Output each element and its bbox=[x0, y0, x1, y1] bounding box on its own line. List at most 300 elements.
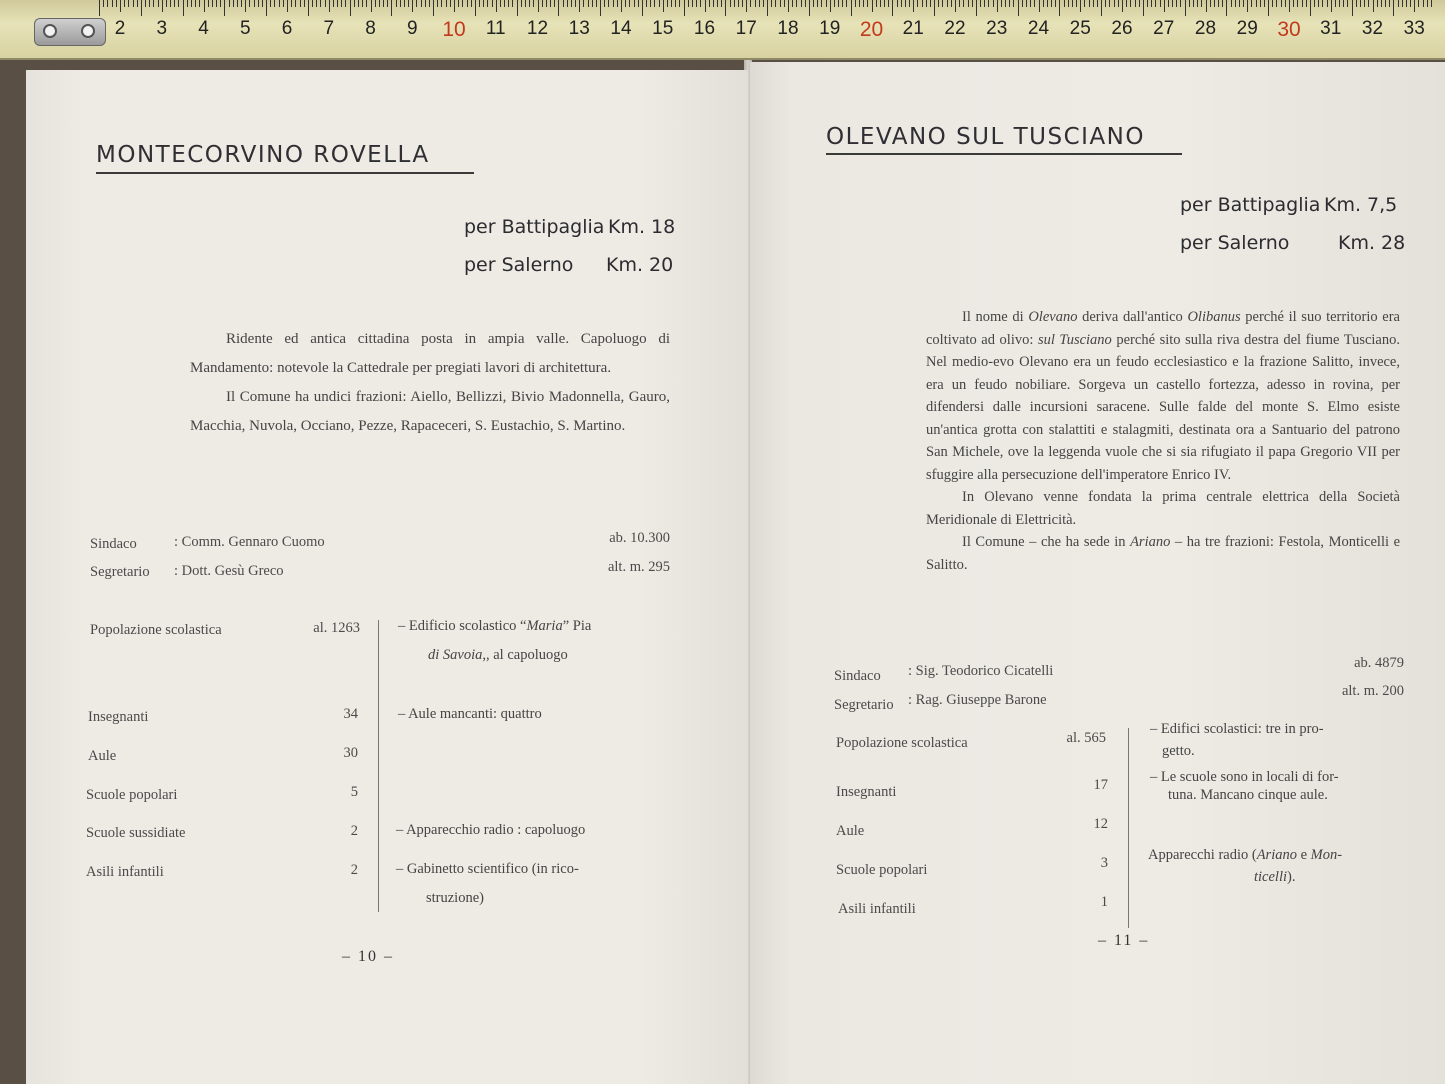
ruler-tick bbox=[1130, 0, 1131, 7]
ruler-number: 2 bbox=[114, 18, 126, 39]
ruler-tick bbox=[1147, 0, 1148, 7]
right-school-population-value: al. 565 bbox=[1066, 730, 1106, 746]
ruler-tick bbox=[959, 0, 960, 7]
ruler-tick bbox=[283, 0, 284, 7]
ruler-tick bbox=[696, 0, 697, 7]
ruler-tick bbox=[1135, 0, 1136, 7]
left-stat-label-asili: Asili infantili bbox=[86, 864, 164, 880]
ruler-tick bbox=[538, 0, 539, 12]
ruler-number: 29 bbox=[1236, 18, 1258, 39]
ruler-tick bbox=[968, 0, 969, 7]
ruler-tick bbox=[1043, 0, 1044, 7]
ruler-tick bbox=[124, 0, 125, 7]
ruler-tick bbox=[1210, 0, 1211, 7]
ruler-tick bbox=[1039, 0, 1040, 12]
ruler-tick bbox=[245, 0, 246, 12]
edificio-name-italic: Maria bbox=[526, 618, 563, 634]
ruler-tick bbox=[1193, 0, 1194, 7]
right-abitanti: ab. 4879 bbox=[1354, 655, 1404, 671]
ruler-tick bbox=[654, 0, 655, 7]
ruler-number: 13 bbox=[568, 18, 590, 39]
ruler-tick bbox=[1264, 0, 1265, 7]
edificio-prefix: – Edificio scolastico “ bbox=[398, 618, 527, 634]
ruler-tick bbox=[688, 0, 689, 7]
ruler-tick bbox=[287, 0, 288, 12]
right-column-divider bbox=[1128, 728, 1129, 928]
ruler-tick bbox=[479, 0, 480, 7]
ruler-tick bbox=[1356, 0, 1357, 7]
ruler-tick bbox=[876, 0, 877, 7]
ruler-number: 27 bbox=[1153, 18, 1175, 39]
ruler-tick bbox=[1352, 0, 1353, 16]
ruler-tick bbox=[141, 0, 142, 16]
ruler-tick bbox=[863, 0, 864, 7]
right-segretario-name: : Rag. Giuseppe Barone bbox=[908, 692, 1047, 708]
right-paragraph-2: In Olevano venne fondata la prima centrale elettrica della Società Meridionale di Elettricità. bbox=[926, 489, 1400, 528]
ruler-tick bbox=[1231, 0, 1232, 7]
ruler-tick bbox=[1331, 0, 1332, 12]
ruler-tick bbox=[337, 0, 338, 7]
left-segretario-name: : Dott. Gesù Greco bbox=[174, 563, 284, 579]
ruler-tick bbox=[730, 0, 731, 7]
ruler-tick bbox=[262, 0, 263, 7]
ruler-tick bbox=[1013, 0, 1014, 7]
left-note-edificio bbox=[398, 612, 670, 670]
ruler-tick bbox=[237, 0, 238, 7]
ruler-tick bbox=[725, 0, 726, 16]
ruler-tick bbox=[345, 0, 346, 7]
ruler-tick bbox=[821, 0, 822, 7]
ruler-tick bbox=[880, 0, 881, 7]
ruler-tick bbox=[1393, 0, 1394, 16]
ruler-tick bbox=[178, 0, 179, 7]
ruler-tick bbox=[1226, 0, 1227, 16]
ruler-tick bbox=[1068, 0, 1069, 7]
ruler-tick bbox=[212, 0, 213, 7]
ruler-tick bbox=[450, 0, 451, 7]
ruler-number: 23 bbox=[986, 18, 1008, 39]
ruler-tick bbox=[855, 0, 856, 7]
ruler-tick bbox=[997, 0, 998, 12]
ruler-tick bbox=[659, 0, 660, 7]
ruler-tick bbox=[846, 0, 847, 7]
ruler-tick bbox=[521, 0, 522, 7]
ruler-tick bbox=[713, 0, 714, 7]
ruler-tick bbox=[759, 0, 760, 7]
ruler-tick bbox=[529, 0, 530, 7]
right-stat-label-insegnanti: Insegnanti bbox=[836, 784, 897, 800]
ruler-tick bbox=[183, 0, 184, 16]
right-page bbox=[750, 62, 1445, 1084]
ruler-tick bbox=[947, 0, 948, 7]
ruler-tick bbox=[279, 0, 280, 7]
ruler-tick bbox=[988, 0, 989, 7]
edifici-line-2: getto. bbox=[1162, 743, 1195, 759]
ruler-tick bbox=[784, 0, 785, 7]
right-stat-value-asili: 1 bbox=[1100, 894, 1108, 910]
ruler-tick bbox=[1180, 0, 1181, 7]
ruler-tick bbox=[663, 0, 664, 12]
ruler-tick bbox=[220, 0, 221, 7]
ruler-tick bbox=[1001, 0, 1002, 7]
ruler-tick bbox=[1076, 0, 1077, 7]
right-segretario-label: Segretario bbox=[834, 697, 894, 713]
ruler-tick bbox=[1276, 0, 1277, 7]
ruler-tick bbox=[546, 0, 547, 7]
ruler-tick bbox=[917, 0, 918, 7]
ruler-tick bbox=[742, 0, 743, 7]
ruler-tick bbox=[408, 0, 409, 7]
ruler-tick bbox=[1034, 0, 1035, 7]
ruler-tick bbox=[608, 0, 609, 7]
ruler-tick bbox=[1272, 0, 1273, 7]
ruler-tick bbox=[717, 0, 718, 7]
ruler-tick bbox=[1423, 0, 1424, 7]
ruler-tick bbox=[596, 0, 597, 7]
ruler-tick bbox=[571, 0, 572, 7]
ruler-tick bbox=[838, 0, 839, 7]
ruler-tick bbox=[504, 0, 505, 7]
ruler-tick bbox=[1151, 0, 1152, 7]
ruler-tick bbox=[191, 0, 192, 7]
ruler-tick bbox=[1335, 0, 1336, 7]
ruler-number: 16 bbox=[693, 18, 716, 39]
edifici-line-1: – Edifici scolastici: tre in pro- bbox=[1150, 721, 1324, 737]
ruler-tick bbox=[813, 0, 814, 7]
ruler-number: 30 bbox=[1277, 18, 1301, 41]
ruler-tick bbox=[496, 0, 497, 12]
right-page-number: – 11 – bbox=[1098, 932, 1150, 949]
ruler-tick bbox=[1251, 0, 1252, 7]
ruler-tick bbox=[387, 0, 388, 7]
right-stat-label-aule: Aule bbox=[836, 823, 865, 839]
left-column-divider bbox=[378, 620, 379, 912]
edificio-line2-rest: ,, al capoluogo bbox=[482, 647, 568, 663]
ruler-tick bbox=[1414, 0, 1415, 12]
ruler-tick bbox=[1064, 0, 1065, 7]
ruler-tick bbox=[1005, 0, 1006, 7]
ruler-tick bbox=[1084, 0, 1085, 7]
ruler-tick bbox=[801, 0, 802, 7]
left-stat-label-scuole-sussidiate: Scuole sussidiate bbox=[86, 825, 186, 841]
ruler-tick bbox=[1030, 0, 1031, 7]
ruler-tick bbox=[563, 0, 564, 7]
ruler-tick bbox=[1139, 0, 1140, 7]
right-note-edifici bbox=[1150, 718, 1406, 762]
ruler-tick bbox=[333, 0, 334, 7]
ruler-tick bbox=[216, 0, 217, 7]
ruler-tick bbox=[149, 0, 150, 7]
ruler-tick bbox=[421, 0, 422, 7]
ruler-tick bbox=[1389, 0, 1390, 7]
left-distance-km-1: Km. 18 bbox=[608, 216, 676, 238]
ruler-tick bbox=[634, 0, 635, 7]
ruler-tick bbox=[1126, 0, 1127, 7]
ruler-tick bbox=[1160, 0, 1161, 7]
ruler-tick bbox=[1418, 0, 1419, 7]
ruler-tick bbox=[1318, 0, 1319, 7]
left-stat-value-aule: 30 bbox=[343, 745, 358, 761]
ruler-number: 10 bbox=[442, 18, 466, 41]
ruler-tick bbox=[133, 0, 134, 7]
ruler-tick bbox=[642, 0, 643, 16]
ruler-tick bbox=[1398, 0, 1399, 7]
ruler-tick bbox=[533, 0, 534, 7]
ruler-number: 32 bbox=[1361, 18, 1384, 39]
ruler-tick bbox=[872, 0, 873, 12]
ruler-tick bbox=[1155, 0, 1156, 7]
ruler-tick bbox=[1176, 0, 1177, 7]
ruler-tick bbox=[913, 0, 914, 12]
ruler-tick bbox=[320, 0, 321, 7]
ruler-number: 19 bbox=[819, 18, 841, 39]
ruler-tick bbox=[274, 0, 275, 7]
left-title-underline bbox=[96, 172, 474, 174]
ruler-tick bbox=[295, 0, 296, 7]
right-stat-label-asili: Asili infantili bbox=[838, 901, 916, 917]
ruler-tick bbox=[558, 0, 559, 16]
ruler-tick bbox=[554, 0, 555, 7]
ruler-tick bbox=[826, 0, 827, 7]
ruler-tick bbox=[629, 0, 630, 7]
ruler-tick bbox=[391, 0, 392, 16]
ruler-tick bbox=[1168, 0, 1169, 7]
ruler-tick bbox=[700, 0, 701, 7]
right-paragraph-3: Il Comune – che ha sede in Ariano – ha tre frazioni: Festola, Monticelli e Salitto. bbox=[926, 534, 1401, 573]
right-note-radio: Apparecchi radio (Ariano e Mon- ticelli). bbox=[1148, 847, 1343, 885]
ruler-tick bbox=[675, 0, 676, 7]
ruler-tick bbox=[312, 0, 313, 7]
ruler-tick bbox=[325, 0, 326, 7]
ruler-tick bbox=[993, 0, 994, 7]
ruler-tick bbox=[667, 0, 668, 7]
ruler-tick bbox=[771, 0, 772, 7]
ruler-tick bbox=[734, 0, 735, 7]
ruler-tick bbox=[755, 0, 756, 7]
left-description bbox=[190, 325, 670, 441]
left-page-title: MONTECORVINO ROVELLA bbox=[96, 142, 430, 168]
ruler-tick bbox=[174, 0, 175, 7]
ruler-tick bbox=[938, 0, 939, 7]
ruler-tick bbox=[738, 0, 739, 7]
ruler-tick bbox=[867, 0, 868, 7]
ruler-tick bbox=[404, 0, 405, 7]
ruler-tick bbox=[375, 0, 376, 7]
left-page bbox=[26, 70, 748, 1084]
ruler-tick bbox=[187, 0, 188, 7]
ruler-tick bbox=[1051, 0, 1052, 7]
ruler-tick bbox=[763, 0, 764, 7]
ruler-tick bbox=[1306, 0, 1307, 7]
ruler-tick bbox=[972, 0, 973, 7]
ruler-tick bbox=[1114, 0, 1115, 7]
ruler-tick bbox=[1310, 0, 1311, 16]
ruler-tick bbox=[475, 0, 476, 16]
ruler-tick bbox=[128, 0, 129, 7]
ruler-tick bbox=[976, 0, 977, 16]
ruler-tick bbox=[579, 0, 580, 12]
ruler-tick bbox=[446, 0, 447, 7]
ruler-tick bbox=[1243, 0, 1244, 7]
ruler-tick bbox=[208, 0, 209, 7]
ruler-tick bbox=[621, 0, 622, 12]
ruler-tick bbox=[308, 0, 309, 16]
ruler-tick bbox=[158, 0, 159, 7]
ruler-tick bbox=[980, 0, 981, 7]
ruler-tick bbox=[366, 0, 367, 7]
ruler-tick bbox=[788, 0, 789, 12]
ruler-number: 14 bbox=[610, 18, 632, 39]
ruler-tick bbox=[1201, 0, 1202, 7]
ruler-number: 12 bbox=[526, 18, 549, 39]
ruler-tick bbox=[358, 0, 359, 7]
right-distance-km-1: Km. 7,5 bbox=[1324, 194, 1398, 216]
ruler-tick bbox=[679, 0, 680, 7]
ruler-tick bbox=[1009, 0, 1010, 7]
ruler-tick bbox=[792, 0, 793, 7]
ruler-tick bbox=[1093, 0, 1094, 7]
ruler-tick bbox=[1164, 0, 1165, 12]
ruler-tick bbox=[922, 0, 923, 7]
ruler-tick bbox=[316, 0, 317, 7]
ruler-tick bbox=[588, 0, 589, 7]
ruler-tick bbox=[550, 0, 551, 7]
ruler-tick bbox=[362, 0, 363, 7]
ruler-tick bbox=[638, 0, 639, 7]
ruler-tick bbox=[471, 0, 472, 7]
ruler-tick bbox=[199, 0, 200, 7]
ruler-tick bbox=[1427, 0, 1428, 7]
ruler-tick bbox=[1185, 0, 1186, 16]
ruler-number: 7 bbox=[323, 18, 335, 39]
ruler-tick bbox=[1368, 0, 1369, 7]
ruler-tick bbox=[166, 0, 167, 7]
ruler-clip bbox=[34, 18, 106, 46]
ruler-tick bbox=[508, 0, 509, 7]
ruler-tick bbox=[525, 0, 526, 7]
ruler-tick bbox=[1406, 0, 1407, 7]
ruler-tick bbox=[1402, 0, 1403, 7]
ruler-number: 17 bbox=[735, 18, 757, 39]
ruler-tick bbox=[1247, 0, 1248, 12]
ruler-tick bbox=[583, 0, 584, 7]
ruler-tick bbox=[817, 0, 818, 7]
ruler-tick bbox=[930, 0, 931, 7]
left-note-radio: – Apparecchio radio : capoluogo bbox=[396, 822, 586, 838]
ruler-tick bbox=[1297, 0, 1298, 7]
ruler-tick bbox=[650, 0, 651, 7]
ruler-number: 33 bbox=[1403, 18, 1425, 39]
ruler-tick bbox=[942, 0, 943, 7]
ruler-tick bbox=[99, 0, 100, 16]
ruler-tick bbox=[107, 0, 108, 7]
left-abitanti: ab. 10.300 bbox=[609, 530, 670, 546]
ruler-tick bbox=[1197, 0, 1198, 7]
ruler-tick bbox=[830, 0, 831, 12]
ruler-tick bbox=[1235, 0, 1236, 7]
ruler-tick bbox=[859, 0, 860, 7]
right-school-population-label: Popolazione scolastica bbox=[836, 735, 968, 751]
ruler-tick bbox=[1327, 0, 1328, 7]
ruler-tick bbox=[709, 0, 710, 7]
ruler-tick bbox=[542, 0, 543, 7]
ruler-tick bbox=[341, 0, 342, 7]
ruler-tick bbox=[195, 0, 196, 7]
ruler-tick bbox=[1089, 0, 1090, 7]
ruler-tick bbox=[112, 0, 113, 7]
left-note-aule: – Aule mancanti: quattro bbox=[398, 706, 542, 722]
left-stat-label-scuole-popolari: Scuole popolari bbox=[86, 787, 178, 803]
ruler-tick bbox=[400, 0, 401, 7]
ruler-tick bbox=[517, 0, 518, 16]
left-paragraph-1: Ridente ed antica cittadina posta in ampia valle. Capoluogo di Mandamento: notevole la Cattedrale per pregiati lavori di architettura. bbox=[190, 331, 670, 376]
ruler-tick bbox=[1047, 0, 1048, 7]
ruler-number: 8 bbox=[365, 18, 376, 39]
ruler-tick bbox=[116, 0, 117, 7]
ruler-tick bbox=[153, 0, 154, 7]
left-stat-value-insegnanti: 34 bbox=[343, 706, 358, 722]
left-stat-value-asili: 2 bbox=[350, 862, 358, 878]
ruler-tick bbox=[170, 0, 171, 7]
ruler-tick bbox=[901, 0, 902, 7]
ruler-tick bbox=[1059, 0, 1060, 16]
left-altitudine: alt. m. 295 bbox=[607, 559, 670, 575]
ruler-tick bbox=[1256, 0, 1257, 7]
measuring-ruler bbox=[0, 0, 1445, 60]
ruler-number: 28 bbox=[1194, 18, 1217, 39]
gabinetto-line-2: struzione) bbox=[426, 890, 484, 906]
ruler-tick bbox=[1222, 0, 1223, 7]
ruler-tick bbox=[492, 0, 493, 7]
ruler-tick bbox=[254, 0, 255, 7]
ruler-tick bbox=[600, 0, 601, 16]
ruler-tick bbox=[963, 0, 964, 7]
ruler-tick bbox=[1302, 0, 1303, 7]
ruler-tick bbox=[905, 0, 906, 7]
ruler-tick bbox=[809, 0, 810, 16]
ruler-tick bbox=[458, 0, 459, 7]
ruler-tick bbox=[379, 0, 380, 7]
ruler-tick bbox=[1218, 0, 1219, 7]
ruler-tick bbox=[984, 0, 985, 7]
right-page-title: OLEVANO SUL TUSCIANO bbox=[826, 124, 1145, 150]
ruler-number: 26 bbox=[1111, 18, 1133, 39]
ruler-tick bbox=[646, 0, 647, 7]
ruler-tick bbox=[270, 0, 271, 7]
ruler-tick bbox=[897, 0, 898, 7]
ruler-tick bbox=[592, 0, 593, 7]
edificio-mid: ” Pia bbox=[562, 618, 592, 634]
ruler-tick bbox=[842, 0, 843, 7]
scuole-line-2: tuna. Mancano cinque aule. bbox=[1168, 787, 1328, 803]
left-stat-value-scuole-popolari: 5 bbox=[350, 784, 358, 800]
ruler-number: 5 bbox=[239, 18, 251, 39]
ruler-tick bbox=[1122, 0, 1123, 12]
ruler-tick bbox=[1118, 0, 1119, 7]
ruler-tick bbox=[1026, 0, 1027, 7]
ruler-tick bbox=[467, 0, 468, 7]
ruler-tick bbox=[1214, 0, 1215, 7]
right-note-scuole bbox=[1150, 768, 1406, 804]
ruler-tick bbox=[1381, 0, 1382, 7]
ruler-tick bbox=[692, 0, 693, 7]
ruler-tick bbox=[567, 0, 568, 7]
ruler-tick bbox=[441, 0, 442, 7]
ruler-tick bbox=[103, 0, 104, 7]
ruler-tick bbox=[1260, 0, 1261, 7]
ruler-tick bbox=[1172, 0, 1173, 7]
ruler-tick bbox=[1101, 0, 1102, 16]
